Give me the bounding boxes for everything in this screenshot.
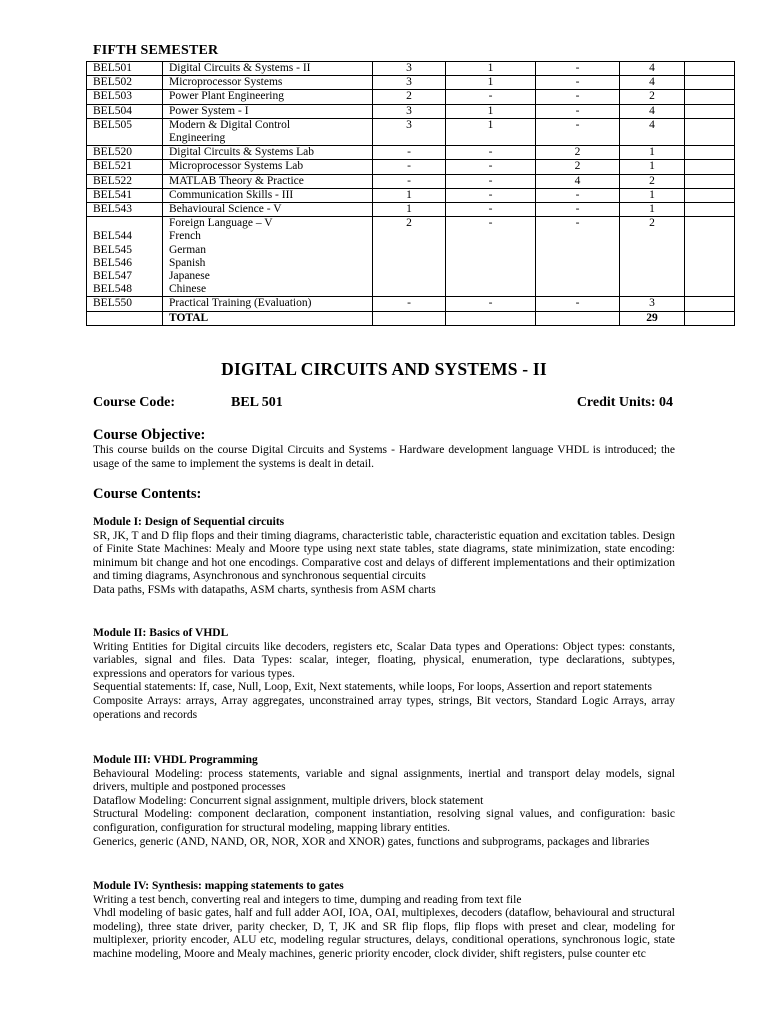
course-code-cell: BEL520	[87, 146, 163, 160]
lecture-hours-cell: 3	[373, 104, 446, 118]
lecture-hours-cell: 3	[373, 76, 446, 90]
blank-cell	[685, 104, 735, 118]
course-code-cell: BEL502	[87, 76, 163, 90]
course-subject-cell: Communication Skills - III	[163, 188, 373, 202]
course-subject-cell: TOTAL	[163, 311, 373, 325]
practical-hours-cell: -	[536, 62, 620, 76]
total-row	[87, 311, 735, 325]
credit-units-cell: 2	[620, 90, 685, 104]
blank-cell	[685, 160, 735, 174]
lecture-hours-cell: -	[373, 146, 446, 160]
module-paragraph: Sequential statements: If, case, Null, Loop, Exit, Next statements, while loops, For loops, Assertion and report statements	[93, 681, 652, 694]
lecture-hours-cell	[373, 311, 446, 325]
tutorial-hours-cell: -	[446, 174, 536, 188]
blank-cell	[685, 118, 735, 145]
module-paragraph: Data paths, FSMs with datapaths, ASM charts, synthesis from ASM charts	[93, 583, 436, 596]
tutorial-hours-cell: 1	[446, 118, 536, 145]
credit-units: Credit Units: 04	[576, 395, 673, 410]
credit-units-cell: 1	[620, 188, 685, 202]
tutorial-hours-cell: 1	[446, 104, 536, 118]
module-title: Module I: Design of Sequential circuits	[93, 516, 285, 528]
tutorial-hours-cell: -	[446, 90, 536, 104]
module-title: Module II: Basics of VHDL	[93, 627, 229, 639]
lecture-hours-cell: 1	[373, 188, 446, 202]
course-subject-cell: Digital Circuits & Systems Lab	[163, 146, 373, 160]
course-code-cell: BEL504	[87, 104, 163, 118]
lecture-hours-cell: 3	[373, 118, 446, 145]
course-subject-cell: Power System - I	[163, 104, 373, 118]
module-paragraph: Writing a test bench, converting real and integers to time, dumping and reading from text file	[93, 893, 522, 906]
course-code-cell: BEL522	[87, 174, 163, 188]
credit-units-cell: 4	[620, 62, 685, 76]
module-paragraph: Composite Arrays: arrays, Array aggregates, unconstrained array types, strings, Bit vectors, Standard Logic Arrays, array operations and records	[93, 694, 675, 721]
lecture-hours-cell: 2	[373, 217, 446, 297]
lecture-hours-cell: 3	[373, 62, 446, 76]
practical-hours-cell: -	[536, 118, 620, 145]
course-code-cell: BEL543	[87, 203, 163, 217]
credit-units-cell: 4	[620, 76, 685, 90]
course-subject-cell: Practical Training (Evaluation)	[163, 297, 373, 311]
objective-text: This course builds on the course Digital Circuits and Systems - Hardware development language VHDL is introduced; the usage of the same to implement the systems is dealt in detail.	[93, 444, 675, 470]
tutorial-hours-cell: -	[446, 203, 536, 217]
course-subject-cell: Behavioural Science - V	[163, 203, 373, 217]
course-subject-cell: Power Plant Engineering	[163, 90, 373, 104]
course-row	[87, 76, 735, 90]
practical-hours-cell: 2	[536, 160, 620, 174]
course-code-value: BEL 501	[231, 395, 283, 410]
practical-hours-cell: 4	[536, 174, 620, 188]
tutorial-hours-cell	[446, 311, 536, 325]
contents-heading: Course Contents:	[93, 486, 202, 502]
course-code-cell	[87, 311, 163, 325]
credit-units-cell: 29	[620, 311, 685, 325]
lecture-hours-cell: -	[373, 174, 446, 188]
blank-cell	[685, 90, 735, 104]
credit-units-cell: 1	[620, 203, 685, 217]
practical-hours-cell: -	[536, 297, 620, 311]
tutorial-hours-cell: 1	[446, 76, 536, 90]
course-code-cell: BEL505	[87, 118, 163, 145]
practical-hours-cell	[536, 311, 620, 325]
module-paragraph: Structural Modeling: component declaration, component instantiation, resolving signal values, and configuration: basic configuration, configuration for structural modeling, mapping library entities.	[93, 808, 675, 834]
module-block	[93, 754, 675, 849]
module-paragraph: Vhdl modeling of basic gates, half and full adder AOI, IOA, OAI, multiplexes, decoders (dataflow, behavioural and structural modeling), three state driver, parity checker, D, T, JK and SR flip flops, flip flops with preset and clear, modeling for multiplexer, priority encoder, ALU etc, modeling regular structures, delays, conditional operations, synchronous logic, state machine modeling, Moore and Mealy machines, generic priority encoder, clock divider, shift registers, pulse counter etc	[93, 907, 675, 960]
blank-cell	[685, 297, 735, 311]
course-row	[87, 118, 735, 145]
course-row	[87, 297, 735, 311]
lecture-hours-cell: -	[373, 297, 446, 311]
course-code-cell: BEL550	[87, 297, 163, 311]
tutorial-hours-cell: -	[446, 297, 536, 311]
practical-hours-cell: 2	[536, 146, 620, 160]
credit-units-cell: 2	[620, 174, 685, 188]
course-code-cell: BEL521	[87, 160, 163, 174]
module-title: Module IV: Synthesis: mapping statements to gates	[93, 880, 344, 892]
tutorial-hours-cell: -	[446, 217, 536, 297]
foreign-language-row	[87, 217, 735, 297]
lecture-hours-cell: 1	[373, 203, 446, 217]
course-code-cell: BEL541	[87, 188, 163, 202]
course-code-label: Course Code:	[93, 395, 176, 410]
blank-cell	[685, 311, 735, 325]
blank-cell	[685, 146, 735, 160]
tutorial-hours-cell: -	[446, 160, 536, 174]
course-table-body	[87, 62, 735, 326]
course-row	[87, 203, 735, 217]
tutorial-hours-cell: 1	[446, 62, 536, 76]
practical-hours-cell: -	[536, 188, 620, 202]
objective-heading: Course Objective:	[93, 427, 206, 443]
course-subject-cell: MATLAB Theory & Practice	[163, 174, 373, 188]
credit-units-cell: 2	[620, 217, 685, 297]
blank-cell	[685, 203, 735, 217]
blank-cell	[685, 188, 735, 202]
course-row	[87, 62, 735, 76]
module-block	[93, 627, 675, 722]
practical-hours-cell: -	[536, 90, 620, 104]
semester-course-table	[86, 61, 735, 326]
course-row	[87, 174, 735, 188]
blank-cell	[685, 174, 735, 188]
credit-units-cell: 3	[620, 297, 685, 311]
module-paragraph: SR, JK, T and D flip flops and their timing diagrams, characteristic table, characteristic equation and excitation tables. Design of Finite State Machines: Mealy and Moore type using next state tables, state diagrams, state minimization, state encoding: minimum bit change and hot one encodings. Comparative cost and delays of different implementations and their optimization and timing diagrams, Asynchronous and synchronous sequential circuits	[93, 529, 675, 583]
course-row	[87, 146, 735, 160]
module-paragraph: Writing Entities for Digital circuits like decoders, registers etc, Scalar Data types and Operations: Object types: constants, variables, signal and files. Data Types: scalar, integer, floating, physical, enumeration, type declarations, subtypes, expressions and operators for various types.	[93, 640, 675, 680]
credit-units-cell: 4	[620, 118, 685, 145]
module-block	[93, 516, 675, 598]
practical-hours-cell: -	[536, 203, 620, 217]
course-code-cell: BEL501	[87, 62, 163, 76]
tutorial-hours-cell: -	[446, 146, 536, 160]
course-subject-cell: Modern & Digital Control Engineering	[163, 118, 373, 145]
blank-cell	[685, 76, 735, 90]
tutorial-hours-cell: -	[446, 188, 536, 202]
module-paragraph: Dataflow Modeling: Concurrent signal assignment, multiple drivers, block statement	[93, 794, 484, 807]
course-row	[87, 160, 735, 174]
credit-units-cell: 4	[620, 104, 685, 118]
course-subject-cell: Digital Circuits & Systems - II	[163, 62, 373, 76]
credit-units-cell: 1	[620, 146, 685, 160]
module-block	[93, 880, 675, 962]
course-subject-cell: Microprocessor Systems	[163, 76, 373, 90]
course-subject-cell: Foreign Language – V French German Spanish Japanese Chinese	[163, 217, 373, 297]
course-row	[87, 90, 735, 104]
lecture-hours-cell: -	[373, 160, 446, 174]
blank-cell	[685, 217, 735, 297]
credit-units-cell: 1	[620, 160, 685, 174]
module-paragraph: Behavioural Modeling: process statements, variable and signal assignments, inertial and transport delay models, signal drivers, multiple and postponed processes	[93, 767, 675, 794]
practical-hours-cell: -	[536, 76, 620, 90]
lecture-hours-cell: 2	[373, 90, 446, 104]
module-title: Module III: VHDL Programming	[93, 754, 258, 766]
course-code-cell: BEL544 BEL545 BEL546 BEL547 BEL548	[87, 217, 163, 297]
semester-title: FIFTH SEMESTER	[93, 43, 219, 58]
practical-hours-cell: -	[536, 104, 620, 118]
course-title: DIGITAL CIRCUITS AND SYSTEMS - II	[221, 359, 547, 379]
course-code-cell: BEL503	[87, 90, 163, 104]
course-subject-cell: Microprocessor Systems Lab	[163, 160, 373, 174]
course-row	[87, 104, 735, 118]
course-row	[87, 188, 735, 202]
blank-cell	[685, 62, 735, 76]
practical-hours-cell: -	[536, 217, 620, 297]
module-paragraph: Generics, generic (AND, NAND, OR, NOR, XOR and XNOR) gates, functions and subprograms, packages and libraries	[93, 835, 650, 848]
